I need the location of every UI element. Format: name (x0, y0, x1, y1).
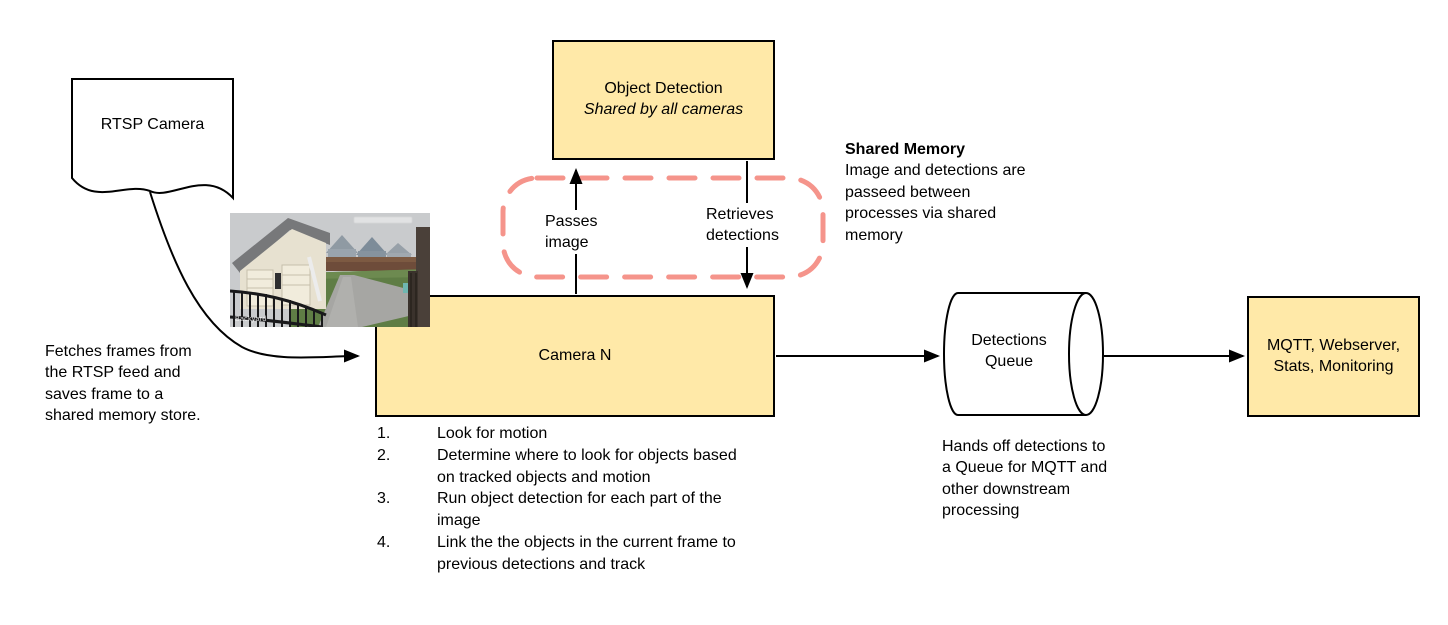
object-detection-title: Object Detection (604, 80, 723, 98)
camera-snapshot-image (230, 213, 430, 327)
camera-n-label: Camera N (538, 346, 612, 364)
step-text: Look for motion (437, 425, 548, 442)
camera-step-2 (377, 445, 755, 489)
outputs-box-label: MQTT, Webserver, Stats, Monitoring (1266, 336, 1401, 375)
detections-queue-label: Detections Queue (971, 332, 1047, 370)
rtsp-camera-document-shape (72, 79, 233, 198)
object-detection-box (552, 40, 775, 160)
camera-step-3 (377, 488, 755, 532)
step-number: 3. (377, 490, 391, 508)
step-number: 2. (377, 446, 391, 464)
object-detection-subtitle: Shared by all cameras (583, 101, 744, 118)
step-text: Determine where to look for objects based on tracked objects and motion (437, 446, 737, 486)
camera-name-overlay: Backyard (235, 316, 267, 323)
hands-off-note: Hands off detections to a Queue for MQTT and other downstream processing (942, 438, 1108, 520)
shared-memory-note-title: Shared Memory (845, 141, 966, 158)
outputs-box (1247, 296, 1420, 417)
camera-timestamp-overlay (354, 217, 412, 223)
rtsp-camera-label: RTSP Camera (100, 116, 205, 133)
camera-steps-list (377, 423, 755, 575)
fetches-frames-note: Fetches frames from the RTSP feed and saves frame to a shared memory store. (45, 343, 201, 425)
retrieves-detections-label: Retrieves detections (704, 203, 796, 247)
step-number: 4. (377, 533, 391, 551)
passes-image-label: Passes image (543, 210, 609, 254)
step-text: Run object detection for each part of the image (437, 490, 722, 529)
detections-queue-endcap (1069, 293, 1103, 415)
camera-step-4 (377, 532, 755, 576)
camera-step-1 (377, 423, 755, 445)
step-text: Link the the objects in the current frame to previous detections and track (437, 533, 736, 573)
step-number: 1. (377, 425, 391, 442)
shared-memory-note (845, 139, 1043, 246)
camera-n-box (375, 295, 775, 417)
camera-snapshot-art (230, 213, 430, 327)
shared-memory-note-body: Image and detections are passeed between processes via shared memory (845, 162, 1026, 244)
